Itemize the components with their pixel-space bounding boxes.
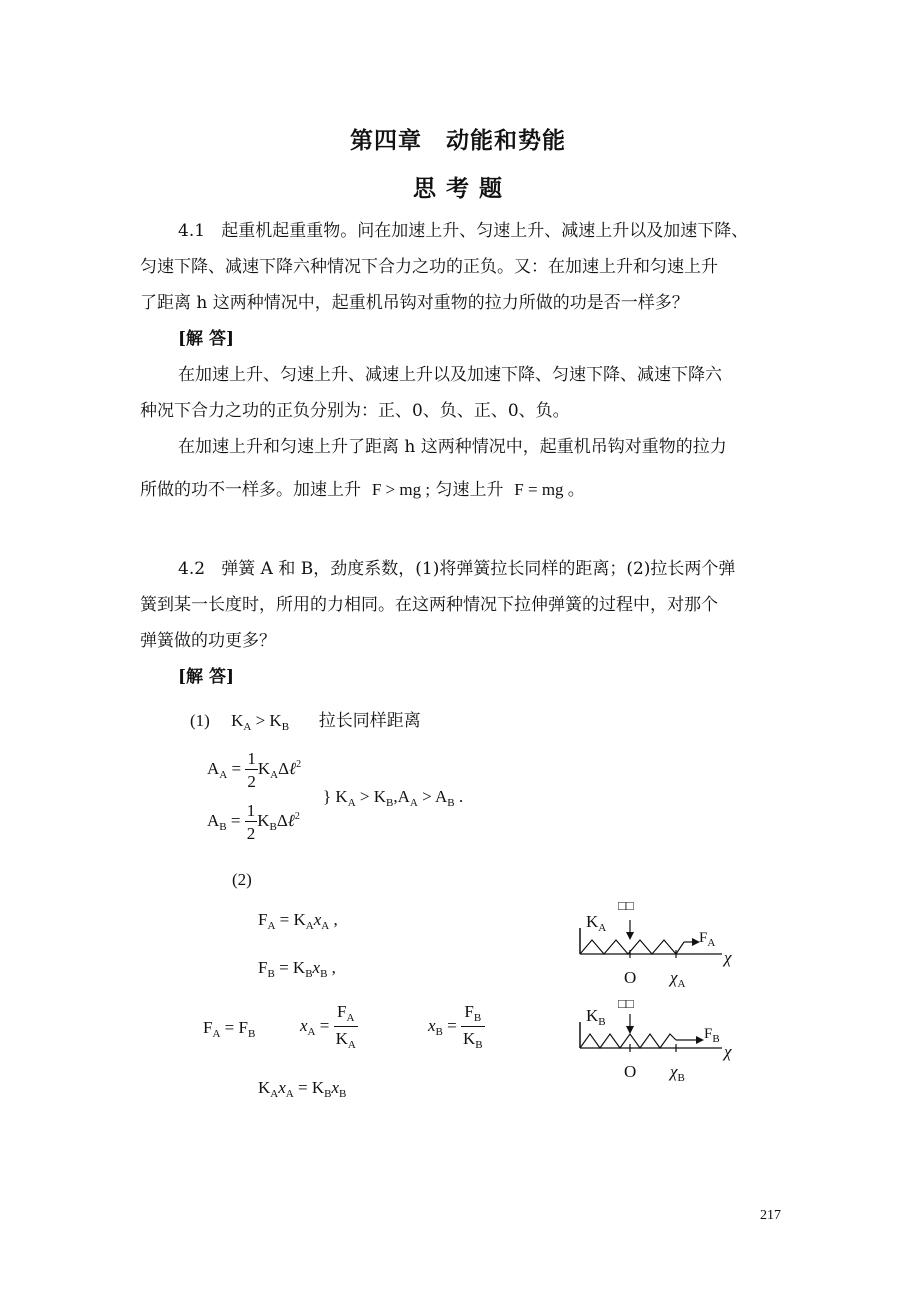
force-formula-a: $F_A = K_Ax_A$ ,	[258, 910, 338, 932]
question-number: 4.2	[178, 559, 206, 579]
fraction-denominator: 2	[246, 824, 256, 843]
part-1	[190, 706, 421, 733]
force-label: $F_B$	[704, 1026, 720, 1045]
position-label: $\chi_A$	[670, 968, 686, 990]
axis-label: χ	[724, 1042, 732, 1061]
spring-diagram-b	[572, 996, 742, 1091]
question-text: 起重机起重重物。问在加速上升、匀速上升、减速上升以及加速下降、	[221, 221, 749, 241]
force-label: $F_A$	[699, 930, 716, 949]
work-formula-b: $A_B$ = $\frac{1}{2}$ $K_B\Delta\ell^2$	[207, 801, 300, 843]
fraction-numerator: 1	[246, 801, 256, 820]
fraction-denominator: 2	[247, 772, 256, 791]
section-title: 思 考 题	[413, 175, 504, 202]
position-label: $\chi_B$	[670, 1062, 685, 1084]
question-number: 4.1	[178, 221, 206, 241]
answer-text-part: 匀速上升	[435, 480, 504, 500]
placeholder-glyph: □□	[618, 996, 634, 1011]
equation: F > mg ;	[371, 480, 431, 499]
part-2-label: (2)	[232, 870, 252, 889]
placeholder-glyph: □□	[618, 898, 634, 913]
fraction-numerator: 1	[247, 749, 256, 768]
spring-constant-label: $K_A$	[586, 912, 607, 934]
force-formula-b: $F_B = K_Bx_B$ ,	[258, 958, 336, 980]
question-4-2	[178, 554, 735, 579]
answer-text: 在加速上升和匀速上升了距离 h 这两种情况中，起重机吊钩对重物的拉力	[178, 437, 727, 457]
equal-force: $F_A = F_B$	[203, 1018, 256, 1040]
question-text: 弹簧做的功更多？	[140, 631, 276, 651]
axis-label: χ	[724, 948, 732, 967]
question-text: 簧到某一长度时，所用的力相同。在这两种情况下拉伸弹簧的过程中，对那个	[140, 595, 718, 615]
spring-diagram-a	[572, 898, 742, 993]
displacement-b: $x_B$ = $\frac{F_B}{K_B}$	[428, 1002, 483, 1051]
question-text: 弹簧 A 和 B，劲度系数，(1)将弹簧拉长同样的距离；(2)拉长两个弹	[221, 559, 736, 579]
question-text: 了距离 h 这两种情况中，起重机吊钩对重物的拉力所做的功是否一样多？	[140, 293, 689, 313]
spring-constant-label: $K_B$	[586, 1006, 606, 1028]
answer-text: 种况下合力之功的正负分别为：正、0、负、正、0、负。	[140, 401, 570, 421]
work-formula-a: $A_A$ = $\frac{1}{2}$ $K_A\Delta\ell^2$	[207, 749, 302, 791]
conclusion: } $K_A > K_B,A_A > A_B$ .	[323, 787, 464, 809]
answer-text: 在加速上升、匀速上升、减速上升以及加速下降、匀速下降、减速下降六	[178, 365, 722, 385]
inequality: $K_A > K_B$	[231, 711, 290, 733]
part-label: (1)	[190, 711, 210, 730]
chapter-title: 第四章 动能和势能	[350, 127, 566, 154]
question-4-1	[178, 216, 748, 241]
answer-label: [解 答]	[178, 329, 235, 349]
question-text: 匀速下降、减速下降六种情况下合力之功的正负。又：在加速上升和匀速上升	[140, 257, 718, 277]
answer-text-part: 所做的功不一样多。加速上升	[140, 480, 361, 500]
answer-label: [解 答]	[178, 667, 235, 687]
answer-text	[140, 475, 585, 500]
displacement-a: $x_A$ = $\frac{F_A}{K_A}$	[300, 1002, 356, 1051]
page-number: 217	[760, 1208, 781, 1223]
part-text: 拉长同样距离	[318, 711, 421, 730]
equation: F = mg 。	[514, 480, 585, 499]
final-relation: $K_Ax_A = K_Bx_B$	[258, 1078, 347, 1100]
origin-label: O	[624, 1062, 637, 1081]
brace: }	[323, 787, 332, 806]
origin-label: O	[624, 968, 637, 987]
